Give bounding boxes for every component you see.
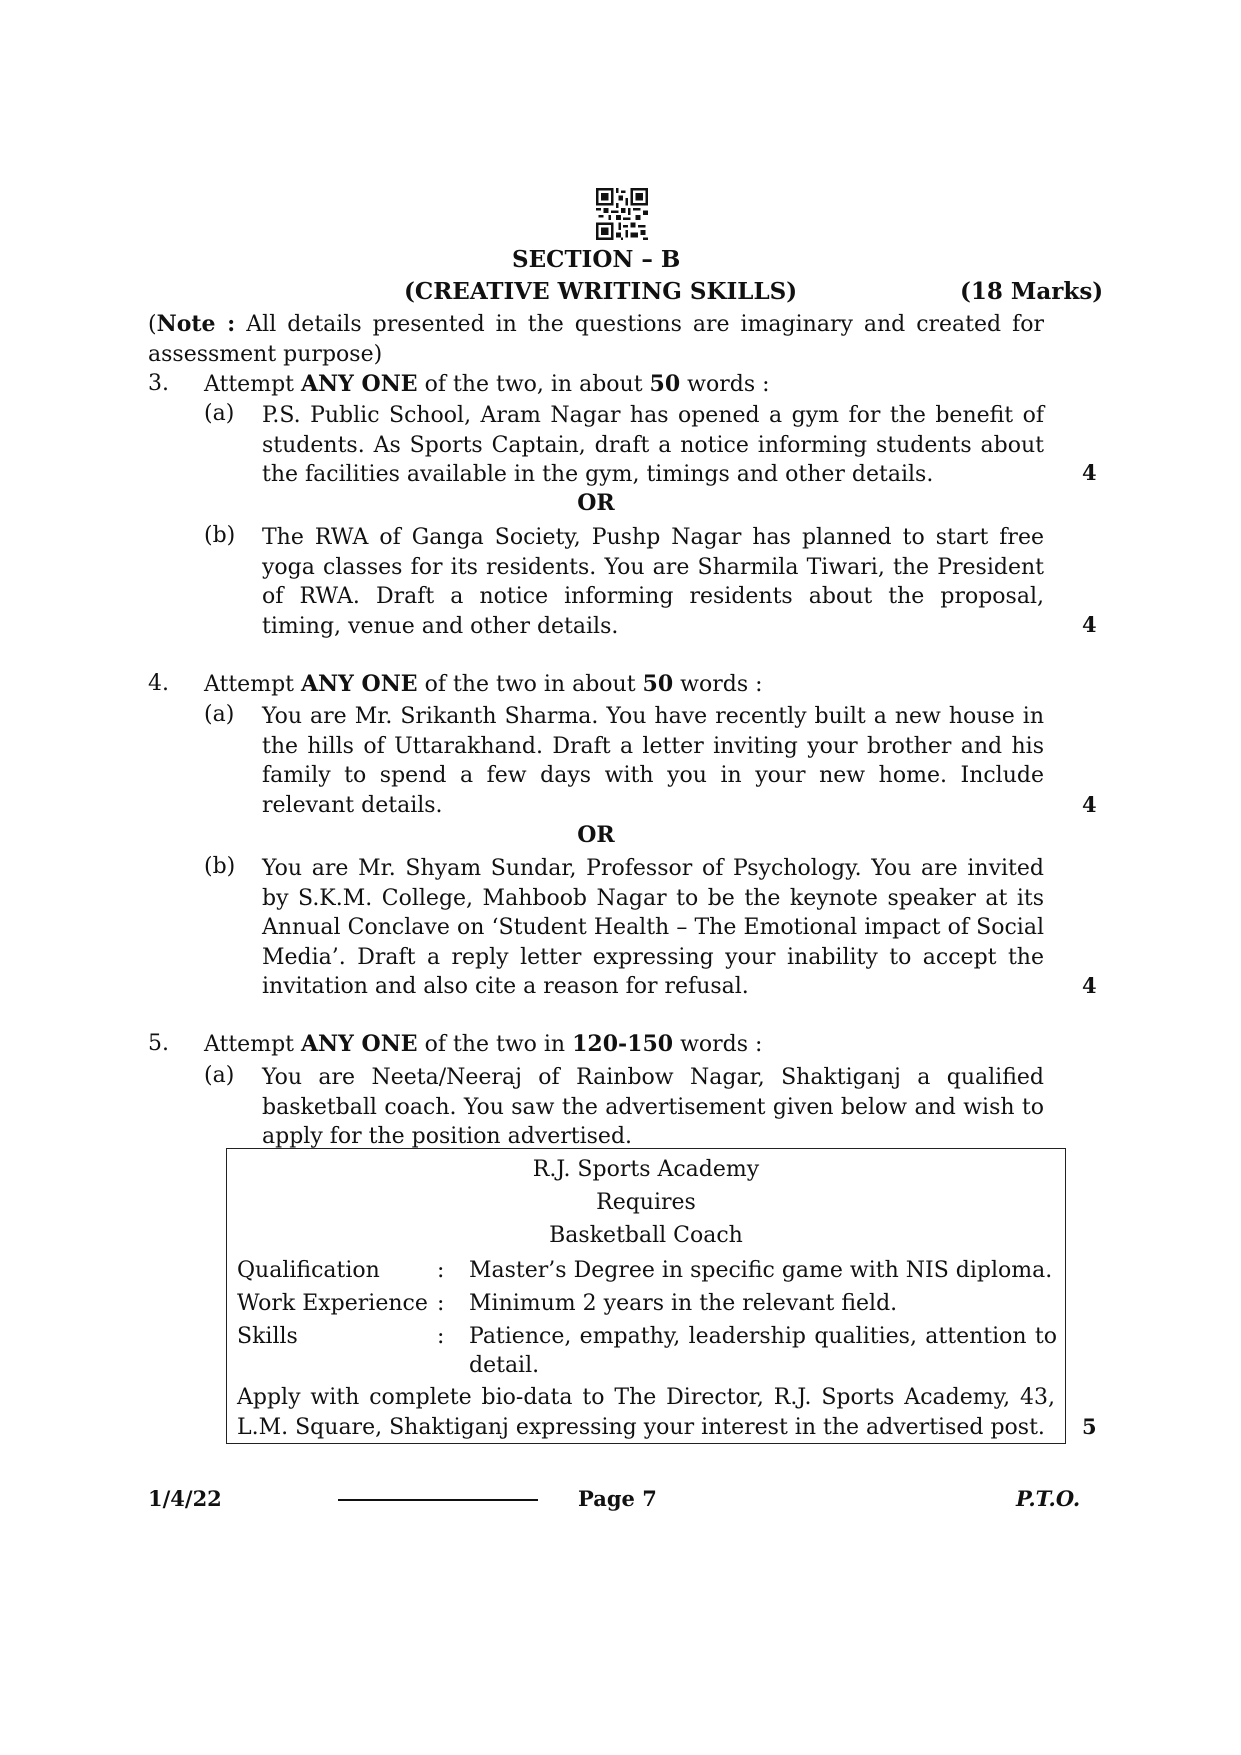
paper-code: 1/4/22 bbox=[148, 1486, 222, 1511]
ad-row-label: Skills bbox=[237, 1324, 298, 1349]
marks: 4 bbox=[1082, 460, 1097, 485]
option-text: You are Mr. Shyam Sundar, Professor of Psychology. You are invited by S.K.M. College, Mahboob Nagar to be the keynote speaker at its Annual Conclave on ‘Student Health – The Emotional impact of Social Media’. Draft a reply letter expressing your inability to accept the invitation and also cite a reason for refusal. bbox=[262, 856, 1044, 999]
ad-organisation: R.J. Sports Academy bbox=[532, 1157, 760, 1182]
marks: 5 bbox=[1082, 1414, 1097, 1439]
ad-row-label: Qualification bbox=[237, 1258, 380, 1283]
option-label: (b) bbox=[204, 523, 236, 548]
question-instruction: Attempt ANY ONE of the two in about 50 words : bbox=[204, 671, 763, 697]
ad-row-value: Master’s Degree in specific game with NIS diploma. bbox=[469, 1258, 1053, 1283]
note-text: All details presented in the questions are imaginary and created for assessment purpose) bbox=[148, 312, 1044, 367]
ad-position: Basketball Coach bbox=[549, 1223, 743, 1248]
option-text: The RWA of Ganga Society, Pushp Nagar has planned to start free yoga classes for its residents. You are Sharmila Tiwari, the President of RWA. Draft a notice informing residents about the proposal, timing, venue and other details. bbox=[262, 525, 1044, 639]
pto-label: P.T.O. bbox=[1016, 1486, 1081, 1511]
question-instruction: Attempt ANY ONE of the two in 120-150 words : bbox=[204, 1031, 763, 1057]
ad-row-value: Minimum 2 years in the relevant field. bbox=[469, 1291, 898, 1316]
marks: 4 bbox=[1082, 973, 1097, 998]
option-label: (a) bbox=[204, 401, 235, 426]
option-text: P.S. Public School, Aram Nagar has opened a gym for the benefit of students. As Sports Captain, draft a notice informing students about the facilities available in the gym, timings and other details. bbox=[262, 403, 1044, 487]
question-instruction: Attempt ANY ONE of the two, in about 50 words : bbox=[204, 371, 770, 397]
marks: 4 bbox=[1082, 612, 1097, 637]
question-number: 4. bbox=[148, 671, 169, 696]
ad-requires: Requires bbox=[596, 1190, 696, 1215]
qr-code-icon bbox=[596, 188, 648, 240]
option-label: (b) bbox=[204, 854, 236, 879]
section-title: SECTION – B bbox=[512, 246, 681, 273]
option-label: (a) bbox=[204, 702, 235, 727]
ad-row-colon: : bbox=[437, 1324, 445, 1349]
page-number: Page 7 bbox=[578, 1486, 657, 1511]
ad-row-label: Work Experience bbox=[237, 1291, 428, 1316]
ad-apply-text: Apply with complete bio-data to The Director, R.J. Sports Academy, 43, L.M. Square, Shaktiganj expressing your interest in the advertised post. bbox=[237, 1385, 1055, 1440]
ad-row-colon: : bbox=[437, 1258, 445, 1283]
section-marks: (18 Marks) bbox=[960, 278, 1104, 305]
marks: 4 bbox=[1082, 792, 1097, 817]
ad-row-value: Patience, empathy, leadership qualities, attention to detail. bbox=[469, 1324, 1057, 1378]
or-separator: OR bbox=[577, 490, 615, 516]
note-label: Note : bbox=[156, 311, 236, 337]
section-subtitle: (CREATIVE WRITING SKILLS) bbox=[404, 278, 798, 305]
footer-rule bbox=[338, 1499, 538, 1501]
question-number: 5. bbox=[148, 1031, 169, 1056]
ad-row-colon: : bbox=[437, 1291, 445, 1316]
note: (Note : All details presented in the questions are imaginary and created for assessment purpose) bbox=[148, 311, 1044, 367]
option-text: You are Neeta/Neeraj of Rainbow Nagar, Shaktiganj a qualified basketball coach. You saw the advertisement given below and wish to apply for the position advertised. bbox=[262, 1065, 1044, 1149]
question-number: 3. bbox=[148, 371, 169, 396]
option-text: You are Mr. Srikanth Sharma. You have recently built a new house in the hills of Uttarakhand. Draft a letter inviting your brother and his family to spend a few days with you in your new home. Include relevant details. bbox=[262, 704, 1044, 818]
or-separator: OR bbox=[577, 822, 615, 848]
option-label: (a) bbox=[204, 1063, 235, 1088]
advertisement-box bbox=[226, 1148, 1066, 1444]
